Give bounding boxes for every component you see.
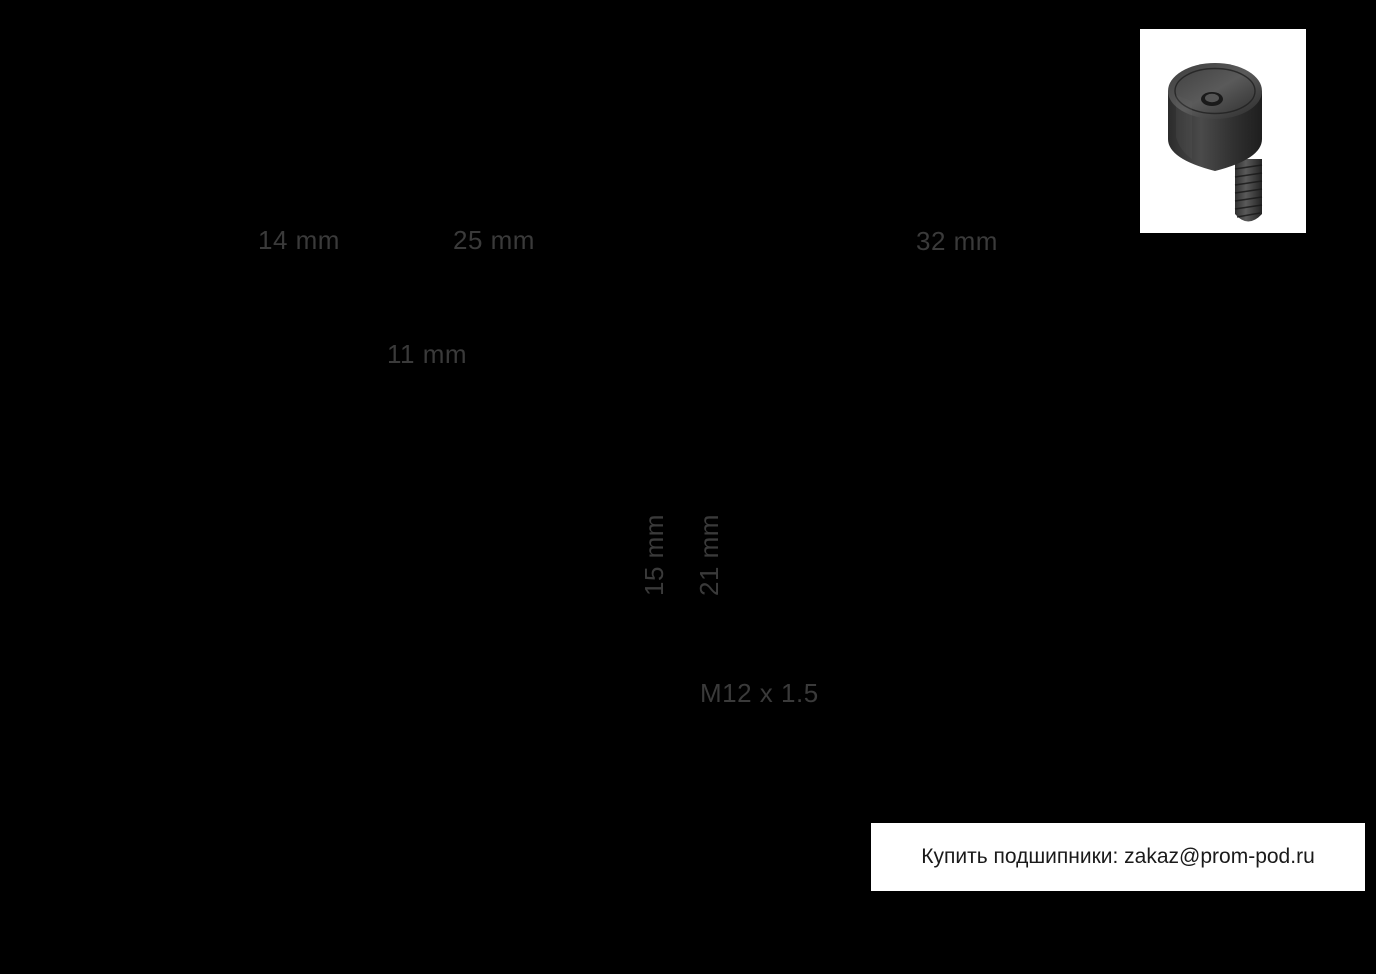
- dimension-label-thread-m12: M12 x 1.5: [700, 678, 819, 708]
- product-photo: [1140, 29, 1306, 233]
- dimension-label-15mm: 15 mm: [639, 514, 669, 596]
- contact-email-text: Купить подшипники: zakaz@prom-pod.ru: [921, 845, 1315, 868]
- dimension-label-14mm: 14 mm: [258, 225, 340, 255]
- dimension-label-25mm: 25 mm: [453, 225, 535, 255]
- dimension-label-11mm: 11 mm: [387, 339, 468, 369]
- contact-banner: [871, 823, 1365, 891]
- dimension-label-32mm: 32 mm: [916, 226, 998, 256]
- dimension-label-21mm: 21 mm: [694, 514, 724, 596]
- cam-follower-bearing-icon: [1140, 29, 1306, 233]
